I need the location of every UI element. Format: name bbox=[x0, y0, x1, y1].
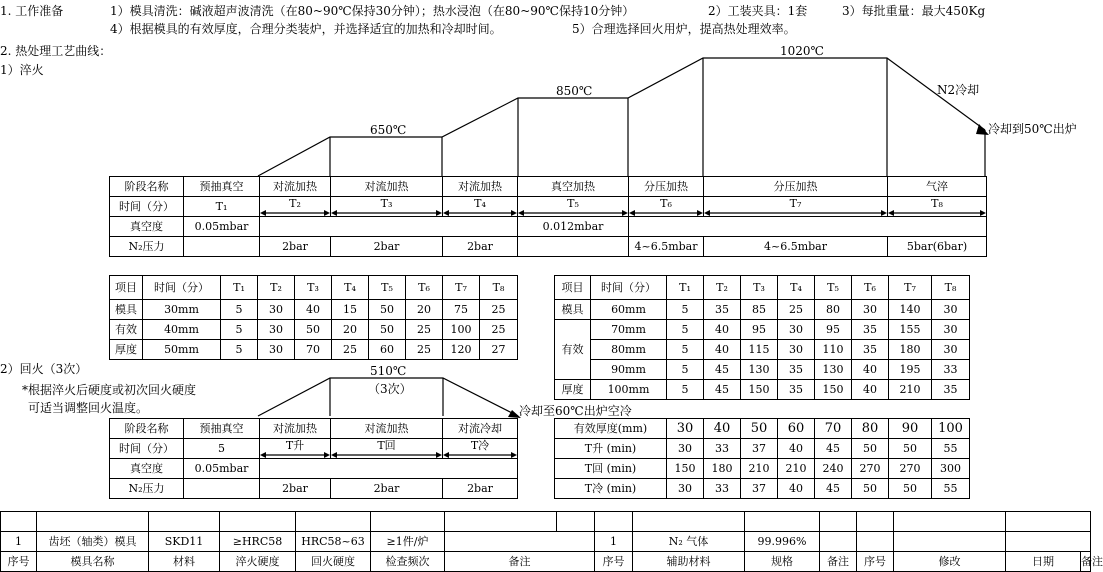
group-label: 厚度 bbox=[555, 380, 591, 400]
cell: 35 bbox=[932, 380, 970, 400]
empty-cell bbox=[260, 217, 518, 237]
cell: 45 bbox=[815, 439, 852, 459]
cell: 5 bbox=[667, 320, 704, 340]
table-row bbox=[110, 300, 518, 320]
empty-cell bbox=[518, 237, 629, 257]
column-header: 日期 bbox=[1006, 552, 1081, 572]
cell: 35 bbox=[852, 320, 889, 340]
time-symbol: T₇ bbox=[789, 196, 802, 210]
cell: 30 bbox=[258, 300, 295, 320]
column-header: T₂ bbox=[704, 276, 741, 300]
cell: 25 bbox=[406, 340, 443, 360]
time-span-arrow-icon bbox=[704, 210, 887, 216]
group-label: 有效 bbox=[555, 340, 591, 360]
time-arrow-cell bbox=[704, 197, 888, 217]
cell: 85 bbox=[741, 300, 778, 320]
cell: 50 bbox=[852, 439, 889, 459]
column-header: 有效厚度(mm) bbox=[555, 419, 667, 439]
time-symbol: T冷 bbox=[470, 438, 490, 452]
time-arrow-cell bbox=[260, 439, 331, 459]
row-label: T冷 (min) bbox=[555, 479, 667, 499]
temper-hardness-value: HRC58~63 bbox=[296, 532, 371, 552]
cell: 155 bbox=[889, 320, 932, 340]
cell bbox=[894, 532, 1006, 552]
column-header: T₂ bbox=[258, 276, 295, 300]
header-row bbox=[555, 419, 970, 439]
temper-cool-end-label: 冷却至60℃出炉空冷 bbox=[519, 404, 632, 418]
cell: 30 bbox=[932, 340, 970, 360]
cell: 30 bbox=[258, 320, 295, 340]
cell: 75 bbox=[443, 300, 480, 320]
cell: 37 bbox=[741, 479, 778, 499]
column-header: 50 bbox=[741, 419, 778, 439]
stage-name: 对流加热 bbox=[443, 177, 518, 197]
time-span-arrow-icon bbox=[331, 210, 442, 216]
time-arrow-cell bbox=[260, 197, 331, 217]
cell: 1 bbox=[1, 532, 37, 552]
empty-cell bbox=[184, 479, 260, 499]
row-label: 真空度 bbox=[110, 217, 184, 237]
stage-name: 对流加热 bbox=[331, 177, 443, 197]
time-arrow-cell bbox=[518, 197, 629, 217]
header-row bbox=[110, 276, 518, 300]
cell: 5 bbox=[667, 360, 704, 380]
cell: 70mm bbox=[591, 320, 667, 340]
cell: 45 bbox=[704, 360, 741, 380]
column-header: T₈ bbox=[480, 276, 518, 300]
aux-material-value: N₂ 气体 bbox=[633, 532, 745, 552]
header-row bbox=[555, 276, 970, 300]
table-row bbox=[110, 340, 518, 360]
column-header: 规格 bbox=[745, 552, 820, 572]
time-symbol: T₆ bbox=[660, 196, 672, 210]
mold-name-value: 齿坯（轴类）模具 bbox=[37, 532, 149, 552]
cell: 35 bbox=[778, 360, 815, 380]
cooling-end-label: 冷却到50℃出炉 bbox=[988, 122, 1077, 136]
time-span-arrow-icon bbox=[629, 210, 703, 216]
cell: 50 bbox=[369, 320, 406, 340]
time-span-arrow-icon bbox=[443, 210, 517, 216]
stage-name: 分压加热 bbox=[629, 177, 704, 197]
row-label: 真空度 bbox=[110, 459, 184, 479]
cell: 50 bbox=[889, 479, 932, 499]
temper-title: 2）回火（3次） bbox=[0, 362, 88, 376]
vacuum-row bbox=[110, 217, 987, 237]
time-value: 5 bbox=[184, 439, 260, 459]
quench-title: 1）淬火 bbox=[0, 63, 44, 77]
stage-name-row bbox=[110, 177, 987, 197]
row-label: T升 (min) bbox=[555, 439, 667, 459]
cell: 80 bbox=[815, 300, 852, 320]
column-header: 序号 bbox=[857, 552, 894, 572]
column-header: 淬火硬度 bbox=[220, 552, 296, 572]
pressure-row bbox=[110, 479, 518, 499]
cell: 210 bbox=[778, 459, 815, 479]
column-header: 备注 bbox=[445, 552, 595, 572]
cell: 5 bbox=[221, 340, 258, 360]
column-header: 模具名称 bbox=[37, 552, 149, 572]
cell: 195 bbox=[889, 360, 932, 380]
stage-name: 分压加热 bbox=[704, 177, 888, 197]
cell: 40mm bbox=[143, 320, 221, 340]
time-symbol: T₅ bbox=[567, 196, 579, 210]
prep-item-1: 1）模具清洗：碱液超声波清洗（在80~90℃保持30分钟）；热水浸泡（在80~90℃保持10分钟） bbox=[110, 4, 635, 18]
cell: 35 bbox=[852, 340, 889, 360]
group-label: 厚度 bbox=[110, 340, 143, 360]
cell: 30 bbox=[932, 300, 970, 320]
cell: 90mm bbox=[591, 360, 667, 380]
cell: 5 bbox=[221, 320, 258, 340]
cell: 270 bbox=[852, 459, 889, 479]
section-2-title: 2. 热处理工艺曲线： bbox=[0, 44, 112, 58]
group-label bbox=[555, 320, 591, 340]
stage-name: 对流加热 bbox=[260, 419, 331, 439]
cell: 60mm bbox=[591, 300, 667, 320]
row-label: T回 (min) bbox=[555, 459, 667, 479]
time-symbol: T₈ bbox=[931, 196, 943, 210]
cell: 5 bbox=[667, 300, 704, 320]
stage-name: 预抽真空 bbox=[184, 419, 260, 439]
cell bbox=[857, 532, 894, 552]
column-header: 序号 bbox=[1, 552, 37, 572]
column-header: 80 bbox=[852, 419, 889, 439]
cell: 45 bbox=[704, 380, 741, 400]
column-header: T₃ bbox=[295, 276, 332, 300]
table-row bbox=[555, 479, 970, 499]
time-symbol: T回 bbox=[377, 438, 396, 452]
cell: 210 bbox=[741, 459, 778, 479]
cell: 30 bbox=[667, 479, 704, 499]
cell: 45 bbox=[815, 479, 852, 499]
inspection-frequency-value: ≥1件/炉 bbox=[371, 532, 445, 552]
stage-name: 对流冷却 bbox=[443, 419, 518, 439]
cell: 30 bbox=[778, 320, 815, 340]
column-header: T₃ bbox=[741, 276, 778, 300]
cell: 30mm bbox=[143, 300, 221, 320]
group-label: 模具 bbox=[110, 300, 143, 320]
cell: 25 bbox=[406, 320, 443, 340]
row-label: 阶段名称 bbox=[110, 177, 184, 197]
cell: 20 bbox=[406, 300, 443, 320]
row-label: 时间（分） bbox=[110, 439, 184, 459]
column-header: 备注 bbox=[820, 552, 857, 572]
column-header: 序号 bbox=[595, 552, 633, 572]
cell: 180 bbox=[889, 340, 932, 360]
temp-label-650: 650℃ bbox=[370, 123, 407, 137]
time-span-arrow-icon bbox=[888, 210, 986, 216]
group-label bbox=[555, 360, 591, 380]
cell: 40 bbox=[778, 479, 815, 499]
time-symbol: T₁ bbox=[184, 197, 260, 217]
vacuum-value: 0.05mbar bbox=[184, 459, 260, 479]
cell: 100 bbox=[443, 320, 480, 340]
footer-spacer-row bbox=[1, 512, 1091, 532]
time-arrow-cell bbox=[888, 197, 987, 217]
column-header: T₁ bbox=[667, 276, 704, 300]
table-row bbox=[110, 320, 518, 340]
cell: 25 bbox=[480, 300, 518, 320]
table-row bbox=[555, 300, 970, 320]
temper-count-label: （3次） bbox=[368, 382, 412, 396]
column-header: 项目 bbox=[555, 276, 591, 300]
row-label: 阶段名称 bbox=[110, 419, 184, 439]
column-header: T₈ bbox=[932, 276, 970, 300]
cell: 25 bbox=[480, 320, 518, 340]
time-arrow-cell bbox=[331, 439, 443, 459]
cell: 210 bbox=[889, 380, 932, 400]
cell: 80mm bbox=[591, 340, 667, 360]
column-header: T₄ bbox=[332, 276, 369, 300]
remarks-value bbox=[445, 532, 595, 552]
time-span-arrow-icon bbox=[443, 452, 517, 458]
column-header: 回火硬度 bbox=[296, 552, 371, 572]
table-row bbox=[555, 340, 970, 360]
footer-table bbox=[0, 511, 1103, 572]
cell: 55 bbox=[932, 439, 970, 459]
column-header: 备注 bbox=[1081, 552, 1091, 572]
column-header: T₁ bbox=[221, 276, 258, 300]
cell: 50mm bbox=[143, 340, 221, 360]
time-arrow-cell bbox=[629, 197, 704, 217]
vacuum-row bbox=[110, 459, 518, 479]
spec-value: 99.996% bbox=[745, 532, 820, 552]
temper-note-2: 可适当调整回火温度。 bbox=[28, 401, 149, 415]
time-table-thick bbox=[554, 275, 970, 400]
cell: 1 bbox=[595, 532, 633, 552]
cell: 115 bbox=[741, 340, 778, 360]
time-span-arrow-icon bbox=[518, 210, 628, 216]
column-header: T₄ bbox=[778, 276, 815, 300]
section-1-title: 1. 工作准备 bbox=[0, 4, 64, 18]
cell: 40 bbox=[778, 439, 815, 459]
footer-header-row bbox=[1, 552, 1091, 572]
time-span-arrow-icon bbox=[331, 452, 442, 458]
vacuum-value: 0.05mbar bbox=[184, 217, 260, 237]
column-header: T₅ bbox=[815, 276, 852, 300]
cell: 15 bbox=[332, 300, 369, 320]
pressure-row bbox=[110, 237, 987, 257]
temp-label-850: 850℃ bbox=[556, 84, 593, 98]
cell: 130 bbox=[741, 360, 778, 380]
time-arrow-cell bbox=[331, 197, 443, 217]
row-label: N₂压力 bbox=[110, 237, 184, 257]
table-row bbox=[555, 360, 970, 380]
temp-label-1020: 1020℃ bbox=[780, 44, 824, 58]
cell: 5 bbox=[667, 340, 704, 360]
column-header: 30 bbox=[667, 419, 704, 439]
row-label: 时间（分） bbox=[110, 197, 184, 217]
column-header: T₇ bbox=[889, 276, 932, 300]
time-arrow-cell bbox=[443, 439, 518, 459]
column-header: 70 bbox=[815, 419, 852, 439]
prep-item-2: 2）工装夹具：1套 bbox=[708, 4, 808, 18]
prep-item-3: 3）每批重量：最大450Kg bbox=[842, 4, 986, 18]
cell: 40 bbox=[295, 300, 332, 320]
cell: 95 bbox=[741, 320, 778, 340]
footer-value-row bbox=[1, 532, 1091, 552]
time-table-thin bbox=[109, 275, 518, 360]
table-row bbox=[555, 320, 970, 340]
time-symbol: T升 bbox=[285, 438, 305, 452]
cell: 40 bbox=[852, 380, 889, 400]
group-label: 模具 bbox=[555, 300, 591, 320]
cell: 25 bbox=[778, 300, 815, 320]
pressure-value: 2bar bbox=[331, 237, 443, 257]
cell: 30 bbox=[667, 439, 704, 459]
cell bbox=[820, 532, 857, 552]
cell: 25 bbox=[332, 340, 369, 360]
column-header: 90 bbox=[889, 419, 932, 439]
pressure-value: 4~6.5mbar bbox=[629, 237, 704, 257]
stage-name: 预抽真空 bbox=[184, 177, 260, 197]
cell: 27 bbox=[480, 340, 518, 360]
column-header: 项目 bbox=[110, 276, 143, 300]
column-header: 时间（分） bbox=[143, 276, 221, 300]
cell: 33 bbox=[704, 479, 741, 499]
pressure-value: 2bar bbox=[260, 237, 331, 257]
cell: 50 bbox=[852, 479, 889, 499]
empty-cell bbox=[629, 217, 987, 237]
cell: 20 bbox=[332, 320, 369, 340]
cell: 40 bbox=[704, 320, 741, 340]
cell: 140 bbox=[889, 300, 932, 320]
quench-stage-table bbox=[109, 176, 987, 257]
cell: 30 bbox=[852, 300, 889, 320]
temp-label-510: 510℃ bbox=[370, 364, 407, 378]
column-header: T₇ bbox=[443, 276, 480, 300]
vacuum-value: 0.012mbar bbox=[518, 217, 629, 237]
cell: 95 bbox=[815, 320, 852, 340]
prep-item-4: 4）根据模具的有效厚度，合理分类装炉，并选择适宜的加热和冷却时间。 bbox=[110, 22, 502, 36]
cell: 110 bbox=[815, 340, 852, 360]
cell: 150 bbox=[741, 380, 778, 400]
cell: 50 bbox=[295, 320, 332, 340]
cell: 30 bbox=[778, 340, 815, 360]
row-label: N₂压力 bbox=[110, 479, 184, 499]
cell: 55 bbox=[932, 479, 970, 499]
cell: 240 bbox=[815, 459, 852, 479]
empty-cell bbox=[184, 237, 260, 257]
column-header: 60 bbox=[778, 419, 815, 439]
pressure-value: 2bar bbox=[331, 479, 443, 499]
column-header: 辅助材料 bbox=[633, 552, 745, 572]
cell: 35 bbox=[704, 300, 741, 320]
cell: 37 bbox=[741, 439, 778, 459]
stage-name: 气淬 bbox=[888, 177, 987, 197]
cell: 50 bbox=[369, 300, 406, 320]
cell: 35 bbox=[778, 380, 815, 400]
time-span-arrow-icon bbox=[260, 210, 330, 216]
pressure-value: 4~6.5mbar bbox=[704, 237, 888, 257]
temper-time-table bbox=[554, 418, 970, 499]
pressure-value: 5bar(6bar) bbox=[888, 237, 987, 257]
cell: 120 bbox=[443, 340, 480, 360]
column-header: T₆ bbox=[852, 276, 889, 300]
time-arrow-cell bbox=[443, 197, 518, 217]
quench-temperature-line bbox=[258, 58, 985, 176]
quench-hardness-value: ≥HRC58 bbox=[220, 532, 296, 552]
cell: 70 bbox=[295, 340, 332, 360]
cell: 150 bbox=[667, 459, 704, 479]
column-header: T₆ bbox=[406, 276, 443, 300]
time-symbol: T₄ bbox=[474, 196, 486, 210]
table-row bbox=[555, 380, 970, 400]
table-row bbox=[555, 459, 970, 479]
column-header: 修改 bbox=[894, 552, 1006, 572]
column-header: 材料 bbox=[149, 552, 220, 572]
cell: 30 bbox=[932, 320, 970, 340]
column-header: 检查频次 bbox=[371, 552, 445, 572]
empty-cell bbox=[260, 459, 518, 479]
column-header: T₅ bbox=[369, 276, 406, 300]
prep-item-5: 5）合理选择回火用炉，提高热处理效率。 bbox=[572, 22, 796, 36]
group-label: 有效 bbox=[110, 320, 143, 340]
quench-curve bbox=[258, 58, 985, 176]
column-header: 100 bbox=[932, 419, 970, 439]
cell: 40 bbox=[852, 360, 889, 380]
pressure-value: 2bar bbox=[443, 237, 518, 257]
temper-note-1: *根据淬火后硬度或初次回火硬度 bbox=[22, 383, 197, 397]
stage-name: 对流加热 bbox=[260, 177, 331, 197]
stage-name-row bbox=[110, 419, 518, 439]
cell: 150 bbox=[815, 380, 852, 400]
stage-name: 对流加热 bbox=[331, 419, 443, 439]
time-symbol: T₃ bbox=[380, 196, 393, 210]
temper-stage-table bbox=[109, 418, 518, 499]
column-header: 时间（分） bbox=[591, 276, 667, 300]
cell: 33 bbox=[704, 439, 741, 459]
time-row bbox=[110, 197, 987, 217]
cell bbox=[1006, 532, 1091, 552]
cell: 100mm bbox=[591, 380, 667, 400]
cell: 50 bbox=[889, 439, 932, 459]
cell: 300 bbox=[932, 459, 970, 479]
time-symbol: T₂ bbox=[289, 196, 301, 210]
cell: 5 bbox=[221, 300, 258, 320]
material-value: SKD11 bbox=[149, 532, 220, 552]
time-row bbox=[110, 439, 518, 459]
pressure-value: 2bar bbox=[443, 479, 518, 499]
cell: 270 bbox=[889, 459, 932, 479]
cell: 180 bbox=[704, 459, 741, 479]
cell: 5 bbox=[667, 380, 704, 400]
stage-name: 真空加热 bbox=[518, 177, 629, 197]
column-header: 40 bbox=[704, 419, 741, 439]
cell: 60 bbox=[369, 340, 406, 360]
cell: 30 bbox=[258, 340, 295, 360]
cell: 130 bbox=[815, 360, 852, 380]
n2-cooling-label: N2冷却 bbox=[937, 83, 980, 97]
pressure-value: 2bar bbox=[260, 479, 331, 499]
table-row bbox=[555, 439, 970, 459]
cell: 33 bbox=[932, 360, 970, 380]
cell: 40 bbox=[704, 340, 741, 360]
time-span-arrow-icon bbox=[260, 452, 330, 458]
